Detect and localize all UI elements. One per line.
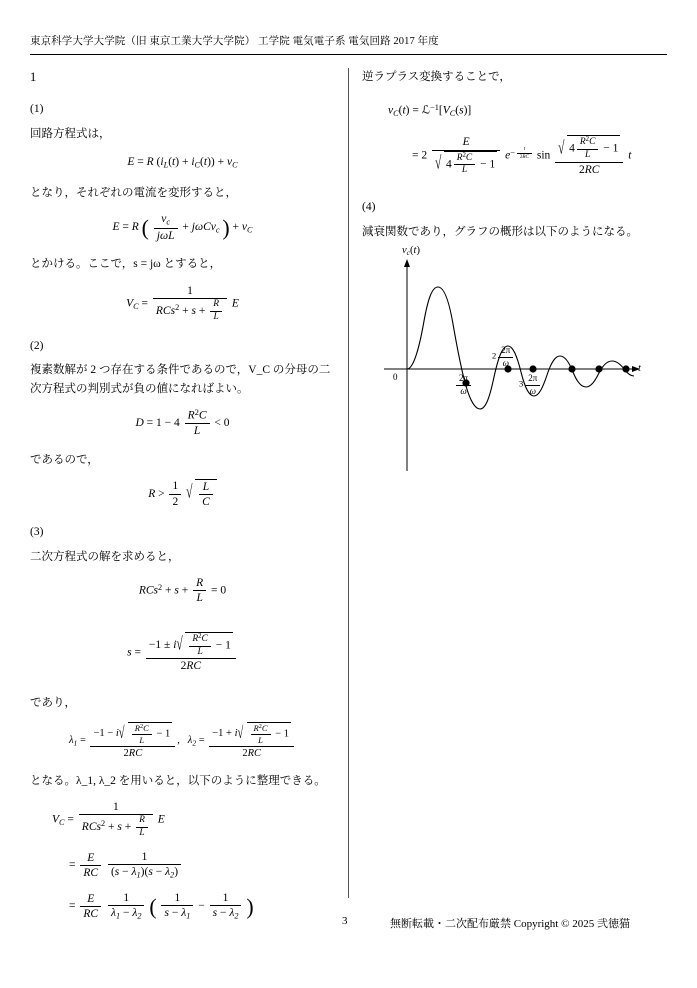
part-1-equation-1: E = R $(i_L(t) + i_C(t)) + v_C$ — [127, 155, 238, 169]
graph-tick-label-2: 2 $\frac{2\pi}{\omega}$ — [492, 345, 515, 369]
part-3-equation-4: $V_C$ = 1 RCs$^2$ + s + $\frac{R}{L}$ E = $\frac{E}{RC}$ $\frac{1}{(s - \lambda_1)(s - \lambda_2)}$ = $\frac{E}{RC}$ $\frac{1}{\lambda_1 - \lambda_2}$ ( $\frac{1}{s - \lambda_1}$ − $\frac{1}{s - \lambda_2}$ ) — [52, 801, 254, 921]
part-1-text-1: 回路方程式は， — [30, 128, 111, 141]
part-3-text-3: となる。λ_1, λ_2 を用いると，以下のように整理できる。 — [30, 774, 326, 787]
left-column — [30, 68, 335, 934]
page-header-title: 東京科学大学大学院（旧 東京工業大学大学院） 工学院 電気電子系 電気回路 2017 年度 — [30, 36, 439, 47]
column-divider — [348, 68, 349, 898]
part-3-equation-3: $\lambda_1$ = −1 − i √ $\frac{R^2C}{L}$ − 1 2RC , $\lambda_2$ = −1 + i √ $\frac{R^2C}{L}$ − 1 2RC — [30, 722, 335, 760]
part-2-equation-1: D = 1 − 4 $\frac{R^2C}{L}$ < 0 — [135, 408, 230, 438]
damped-oscillation-graph — [362, 245, 652, 504]
right-equation-1: $v_C(t)$ = $ℒ^{-1}[V_C(s)]$ = 2 E √ 4 $\frac{R^2C}{L}$ − 1 $e^{- \frac{t}{2RC}}$ sin √ 4 $\frac{R^2C}{L}$ − 1 2RC t — [362, 102, 662, 177]
part-4-text-1: 減衰関数であり，グラフの概形は以下のようになる。 — [362, 226, 638, 239]
right-column — [362, 68, 662, 504]
part-2-text-1: 複素数解が 2 つ存在する条件であるので，V_C の分母の二次方程式の判別式が負の値になればよい。 — [30, 364, 331, 395]
part-1-equation-2: E = R ( $\frac{v_c}{\text{jωL}}$ + jωCv$_c$ ) + $v_C$ — [112, 213, 253, 242]
part-3-text-2: であり， — [30, 696, 76, 709]
right-text-1: 逆ラプラス変換することで， — [362, 71, 511, 83]
part-1-text-2: となり，それぞれの電流を変形すると， — [30, 186, 237, 199]
part-1-text-3: とかける。ここで，s = jω とすると， — [30, 258, 222, 271]
copyright-notice: 無断転載・二次配布厳禁 Copyright © 2025 弐徳猫 — [390, 918, 630, 930]
part-4-label: (4) — [362, 201, 376, 214]
part-2-label: (2) — [30, 339, 44, 352]
part-1-label: (1) — [30, 103, 44, 116]
part-3-equation-1: RCs$^2$ + s + $\frac{R}{L}$ = 0 — [138, 576, 227, 605]
page-number: 3 — [342, 915, 348, 927]
graph-tick-label-1: $\frac{2\pi}{\omega}$ — [454, 373, 473, 397]
part-2-text-2: であるので， — [30, 453, 99, 466]
graph-origin-label: 0 — [393, 372, 398, 383]
header-divider — [30, 54, 667, 55]
part-3-equation-2: s = −1 ± i √ $\frac{R^2C}{L}$ − 1 2RC — [30, 632, 335, 674]
question-number: 1 — [30, 70, 37, 84]
graph-x-axis-label: t — [638, 363, 641, 375]
part-2-equation-2: R > $\frac{1}{2}$ √ $\frac{L}{C}$ — [30, 479, 335, 510]
part-3-text-1: 二次方程式の解を求めると， — [30, 550, 180, 563]
graph-y-axis-label: $v_c(t)$ — [402, 245, 420, 258]
part-1-equation-3: $V_C$ = 1 RCs$^2$ + s + $\frac{R}{L}$ E — [126, 284, 239, 322]
graph-tick-label-3: 3 $\frac{2\pi}{\omega}$ — [519, 373, 542, 397]
part-3-label: (3) — [30, 525, 44, 538]
